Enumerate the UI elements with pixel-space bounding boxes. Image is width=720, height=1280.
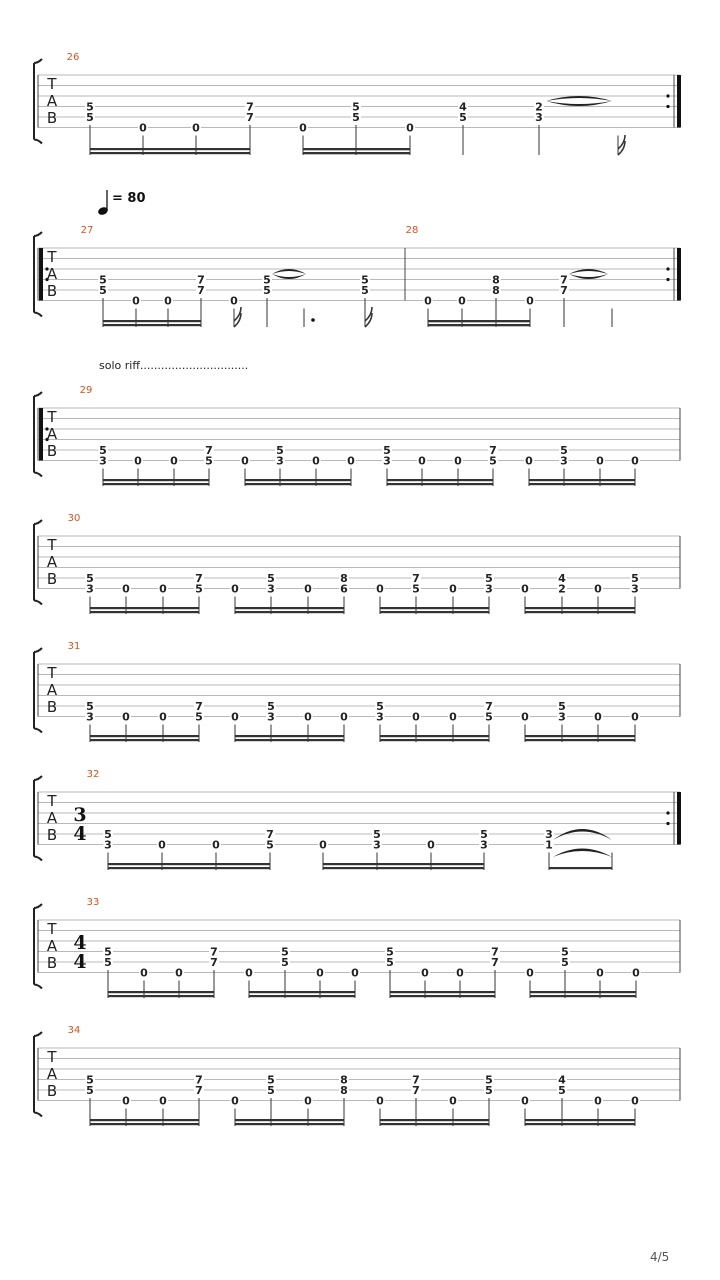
- fret-number: 5: [386, 956, 394, 969]
- beam: [245, 479, 351, 481]
- fret-number: 7: [197, 273, 205, 287]
- fret-number: 4: [459, 100, 467, 114]
- fret-number: 7: [246, 100, 254, 114]
- beam: [90, 607, 199, 609]
- fret-number: 0: [596, 966, 604, 980]
- measure-number: 26: [66, 52, 80, 63]
- fret-number: 5: [281, 945, 289, 959]
- tab-clef-t: T: [47, 792, 57, 810]
- tab-clef-b: B: [46, 109, 58, 127]
- beam: [380, 1119, 489, 1121]
- repeat-dot: [666, 94, 669, 97]
- fret-number: 8: [340, 1084, 348, 1097]
- fret-number: 0: [304, 582, 312, 596]
- fret-number: 5: [352, 100, 360, 114]
- fret-number: 0: [596, 454, 604, 468]
- tab-clef-t: T: [47, 75, 57, 93]
- fret-number: 8: [340, 572, 348, 585]
- fret-number: 0: [594, 582, 602, 596]
- beam: [323, 863, 484, 865]
- fret-number: 5: [104, 956, 112, 969]
- fret-number: 3: [86, 582, 94, 596]
- fret-number: 0: [526, 294, 534, 308]
- fret-number: 7: [210, 945, 218, 959]
- beam: [108, 991, 214, 993]
- beam: [530, 995, 636, 997]
- tab-system: [34, 1032, 680, 1126]
- beam: [387, 483, 493, 485]
- fret-number: 3: [267, 582, 275, 596]
- fret-number: 5: [205, 454, 213, 468]
- fret-number: 7: [246, 111, 254, 124]
- fret-number: 0: [406, 121, 414, 135]
- fret-number: 0: [376, 1094, 384, 1108]
- fret-number: 0: [304, 1094, 312, 1108]
- fret-number: 5: [86, 1073, 94, 1087]
- fret-number: 0: [139, 121, 147, 135]
- page-number: 4/5: [650, 1250, 670, 1264]
- repeat-end-thick-barline: [677, 75, 681, 128]
- fret-number: 5: [485, 1084, 493, 1097]
- fret-number: 3: [558, 710, 566, 724]
- tie-m27: [272, 274, 306, 279]
- repeat-dot: [666, 278, 669, 281]
- fret-number: 0: [525, 454, 533, 468]
- fret-number: 5: [195, 710, 203, 724]
- repeat-start-thick-barline: [39, 408, 43, 461]
- beam: [530, 991, 636, 993]
- fret-number: 0: [164, 294, 172, 308]
- tab-clef-t: T: [47, 920, 57, 938]
- fret-number: 0: [631, 454, 639, 468]
- fret-number: 7: [195, 1073, 203, 1087]
- beam: [235, 1119, 344, 1121]
- beam: [90, 611, 199, 613]
- solo-riff-annotation: solo riff...............................: [99, 359, 249, 372]
- fret-number: 0: [424, 294, 432, 308]
- fret-number: 0: [175, 966, 183, 980]
- fret-number: 5: [267, 1084, 275, 1097]
- fret-number: 0: [594, 1094, 602, 1108]
- fret-number: 3: [535, 111, 543, 124]
- fret-number: 7: [197, 284, 205, 297]
- beam: [90, 1119, 199, 1121]
- fret-number: 5: [383, 444, 391, 457]
- fret-number: 0: [245, 966, 253, 980]
- fret-number: 5: [361, 284, 369, 297]
- fret-number: 3: [86, 710, 94, 724]
- beam: [245, 483, 351, 485]
- beam: [108, 995, 214, 997]
- fret-number: 0: [312, 454, 320, 468]
- fret-number: 3: [383, 454, 391, 468]
- fret-number: 0: [122, 710, 130, 724]
- tab-clef-a: A: [46, 809, 58, 827]
- tab-clef-t: T: [47, 408, 57, 426]
- fret-number: 5: [104, 945, 112, 959]
- beam: [380, 607, 489, 609]
- beam: [380, 735, 489, 737]
- fret-number: 0: [632, 966, 640, 980]
- beam: [90, 148, 250, 150]
- beam: [90, 739, 199, 741]
- fret-number: 5: [373, 828, 381, 841]
- fret-number: 3: [267, 710, 275, 724]
- fret-number: 3: [480, 838, 488, 852]
- tab-clef-t: T: [47, 248, 57, 266]
- fret-number: 5: [489, 454, 497, 468]
- fret-number: 0: [427, 838, 435, 852]
- fret-number: 5: [631, 572, 639, 585]
- beam: [525, 1123, 635, 1125]
- fret-number: 8: [492, 273, 500, 287]
- beam: [249, 995, 355, 997]
- fret-number: 2: [558, 582, 566, 596]
- repeat-dot: [666, 105, 669, 108]
- fret-number: 5: [561, 945, 569, 959]
- fret-number: 0: [521, 1094, 529, 1108]
- fret-number: 0: [521, 710, 529, 724]
- fret-number: 0: [132, 294, 140, 308]
- fret-number: 0: [192, 121, 200, 135]
- fret-number: 5: [459, 111, 467, 124]
- fret-number: 3: [373, 838, 381, 852]
- repeat-end-thick-barline: [677, 792, 681, 845]
- fret-number: 0: [159, 582, 167, 596]
- fret-number: 0: [122, 582, 130, 596]
- fret-number: 0: [347, 454, 355, 468]
- tab-clef-t: T: [47, 664, 57, 682]
- measure-number: 28: [405, 225, 419, 236]
- beam: [103, 483, 209, 485]
- fret-number: 5: [376, 700, 384, 713]
- fret-number: 0: [458, 294, 466, 308]
- beam: [90, 152, 250, 154]
- fret-number: 7: [485, 700, 493, 713]
- tab-clef-b: B: [46, 282, 58, 300]
- beam: [428, 324, 530, 326]
- beam: [235, 735, 344, 737]
- fret-number: 0: [231, 710, 239, 724]
- fret-number: 3: [104, 838, 112, 852]
- fret-number: 7: [412, 572, 420, 585]
- fret-number: 0: [631, 1094, 639, 1108]
- fret-number: 5: [412, 582, 420, 596]
- repeat-dot: [666, 822, 669, 825]
- measure-number: 33: [86, 897, 100, 908]
- beam: [90, 735, 199, 737]
- fret-number: 0: [351, 966, 359, 980]
- fret-number: 0: [449, 582, 457, 596]
- beam: [428, 320, 530, 322]
- fret-number: 4: [558, 1073, 566, 1087]
- tab-system: [34, 904, 680, 998]
- tab-clef-b: B: [46, 570, 58, 588]
- fret-number: 5: [480, 828, 488, 841]
- fret-number: 7: [205, 444, 213, 457]
- fret-number: 3: [376, 710, 384, 724]
- beam: [235, 611, 344, 613]
- fret-number: 3: [631, 582, 639, 596]
- measure-number: 34: [67, 1025, 81, 1036]
- fret-number: 0: [231, 582, 239, 596]
- beam: [525, 735, 635, 737]
- fret-number: 0: [521, 582, 529, 596]
- beam: [235, 607, 344, 609]
- tab-clef-b: B: [46, 826, 58, 844]
- fret-number: 7: [266, 828, 274, 841]
- beam: [380, 739, 489, 741]
- tab-system: [34, 648, 680, 742]
- fret-number: 5: [485, 572, 493, 585]
- fret-number: 5: [561, 956, 569, 969]
- repeat-dot: [666, 811, 669, 814]
- fret-number: 7: [210, 956, 218, 969]
- fret-number: 5: [86, 111, 94, 124]
- tie-m28: [569, 269, 608, 274]
- fret-number: 5: [267, 700, 275, 713]
- fret-number: 0: [231, 1094, 239, 1108]
- tab-system: [34, 776, 681, 870]
- measure-number: 31: [67, 641, 81, 652]
- beam: [390, 995, 495, 997]
- fret-number: 5: [485, 710, 493, 724]
- fret-number: 0: [159, 710, 167, 724]
- beam: [249, 991, 355, 993]
- fret-number: 7: [412, 1073, 420, 1087]
- measure-number: 32: [86, 769, 100, 780]
- tie-m26: [546, 96, 612, 101]
- beam: [303, 152, 410, 154]
- tab-clef-a: A: [46, 681, 58, 699]
- fret-number: 0: [241, 454, 249, 468]
- fret-number: 2: [535, 100, 543, 114]
- fret-number: 3: [99, 454, 107, 468]
- beam: [303, 148, 410, 150]
- fret-number: 5: [195, 582, 203, 596]
- fret-number: 0: [122, 1094, 130, 1108]
- beam: [525, 1119, 635, 1121]
- dotted-note-dot: [311, 318, 315, 322]
- fret-number: 5: [558, 700, 566, 713]
- fret-number: 0: [449, 710, 457, 724]
- beam: [390, 991, 495, 993]
- fret-number: 5: [276, 444, 284, 457]
- tab-clef-t: T: [47, 1048, 57, 1066]
- fret-number: 0: [449, 1094, 457, 1108]
- time-sig-denominator: 4: [73, 951, 87, 973]
- fret-number: 5: [560, 444, 568, 457]
- measure-number: 27: [80, 225, 94, 236]
- beam: [235, 739, 344, 741]
- fret-number: 5: [352, 111, 360, 124]
- beam: [108, 867, 270, 869]
- fret-number: 0: [526, 966, 534, 980]
- fret-number: 5: [263, 284, 271, 297]
- slur-m32-bottom: [553, 849, 612, 858]
- fret-number: 0: [340, 710, 348, 724]
- fret-number: 0: [456, 966, 464, 980]
- fret-number: 5: [86, 572, 94, 585]
- repeat-dot: [666, 267, 669, 270]
- fret-number: 0: [631, 710, 639, 724]
- tab-clef-b: B: [46, 442, 58, 460]
- time-sig-numerator: 4: [73, 932, 87, 954]
- fret-number: 5: [86, 1084, 94, 1097]
- fret-number: 5: [386, 945, 394, 959]
- fret-number: 5: [267, 572, 275, 585]
- fret-number: 5: [99, 284, 107, 297]
- fret-number: 7: [195, 700, 203, 713]
- tab-clef-a: A: [46, 425, 58, 443]
- beam: [90, 1123, 199, 1125]
- beam: [529, 479, 635, 481]
- fret-number: 0: [299, 121, 307, 135]
- fret-number: 5: [267, 1073, 275, 1087]
- tab-system: [34, 232, 681, 327]
- beam: [323, 867, 484, 869]
- tie-m28: [569, 274, 608, 279]
- fret-number: 7: [489, 444, 497, 457]
- fret-number: 5: [281, 956, 289, 969]
- fret-number: 0: [230, 294, 238, 308]
- fret-number: 7: [491, 956, 499, 969]
- fret-number: 5: [86, 700, 94, 713]
- tab-clef-a: A: [46, 92, 58, 110]
- fret-number: 0: [454, 454, 462, 468]
- beam: [380, 611, 489, 613]
- repeat-start-thick-barline: [39, 248, 43, 301]
- fret-number: 0: [158, 838, 166, 852]
- beam: [387, 479, 493, 481]
- tempo-marking: = 80: [112, 191, 146, 206]
- fret-number: 7: [195, 572, 203, 585]
- tab-clef-b: B: [46, 954, 58, 972]
- fret-number: 5: [86, 100, 94, 114]
- tie-m27: [272, 269, 306, 274]
- tab-clef-b: B: [46, 698, 58, 716]
- fret-number: 7: [491, 945, 499, 959]
- fret-number: 0: [159, 1094, 167, 1108]
- fret-number: 0: [316, 966, 324, 980]
- fret-number: 0: [376, 582, 384, 596]
- fret-number: 7: [195, 1084, 203, 1097]
- fret-number: 0: [418, 454, 426, 468]
- fret-number: 6: [340, 582, 348, 596]
- tab-system: [34, 392, 680, 486]
- fret-number: 8: [492, 284, 500, 297]
- beam: [103, 479, 209, 481]
- beam: [529, 483, 635, 485]
- fret-number: 5: [558, 1084, 566, 1097]
- fret-number: 8: [340, 1073, 348, 1087]
- fret-number: 5: [99, 444, 107, 457]
- tab-clef-b: B: [46, 1082, 58, 1100]
- fret-number: 1: [545, 838, 553, 852]
- beam: [235, 1123, 344, 1125]
- beam: [525, 739, 635, 741]
- beam: [380, 1123, 489, 1125]
- beam: [525, 611, 635, 613]
- beam: [108, 863, 270, 865]
- fret-number: 5: [485, 1073, 493, 1087]
- fret-number: 0: [170, 454, 178, 468]
- fret-number: 0: [140, 966, 148, 980]
- fret-number: 4: [558, 572, 566, 585]
- fret-number: 0: [412, 710, 420, 724]
- fret-number: 5: [266, 838, 274, 852]
- fret-number: 0: [319, 838, 327, 852]
- tab-system: [34, 520, 680, 614]
- measure-number: 29: [79, 385, 93, 396]
- fret-number: 3: [485, 582, 493, 596]
- fret-number: 0: [212, 838, 220, 852]
- fret-number: 0: [134, 454, 142, 468]
- fret-number: 0: [304, 710, 312, 724]
- fret-number: 7: [560, 273, 568, 287]
- fret-number: 7: [560, 284, 568, 297]
- fret-number: 0: [421, 966, 429, 980]
- repeat-end-thick-barline: [677, 248, 681, 301]
- fret-number: 5: [99, 273, 107, 287]
- tie-m26: [546, 101, 612, 106]
- time-sig-denominator: 4: [73, 823, 87, 845]
- tab-clef-a: A: [46, 1065, 58, 1083]
- measure-number: 30: [67, 513, 81, 524]
- fret-number: 5: [263, 273, 271, 287]
- beam: [525, 607, 635, 609]
- tab-clef-a: A: [46, 553, 58, 571]
- fret-number: 3: [545, 828, 553, 841]
- beam: [103, 320, 201, 322]
- fret-number: 5: [104, 828, 112, 841]
- beam: [549, 867, 612, 869]
- tab-clef-a: A: [46, 265, 58, 283]
- fret-number: 7: [412, 1084, 420, 1097]
- fret-number: 3: [276, 454, 284, 468]
- tab-clef-a: A: [46, 937, 58, 955]
- fret-number: 0: [594, 710, 602, 724]
- time-sig-numerator: 3: [73, 804, 87, 826]
- fret-number: 3: [560, 454, 568, 468]
- fret-number: 5: [361, 273, 369, 287]
- beam: [103, 324, 201, 326]
- tab-clef-t: T: [47, 536, 57, 554]
